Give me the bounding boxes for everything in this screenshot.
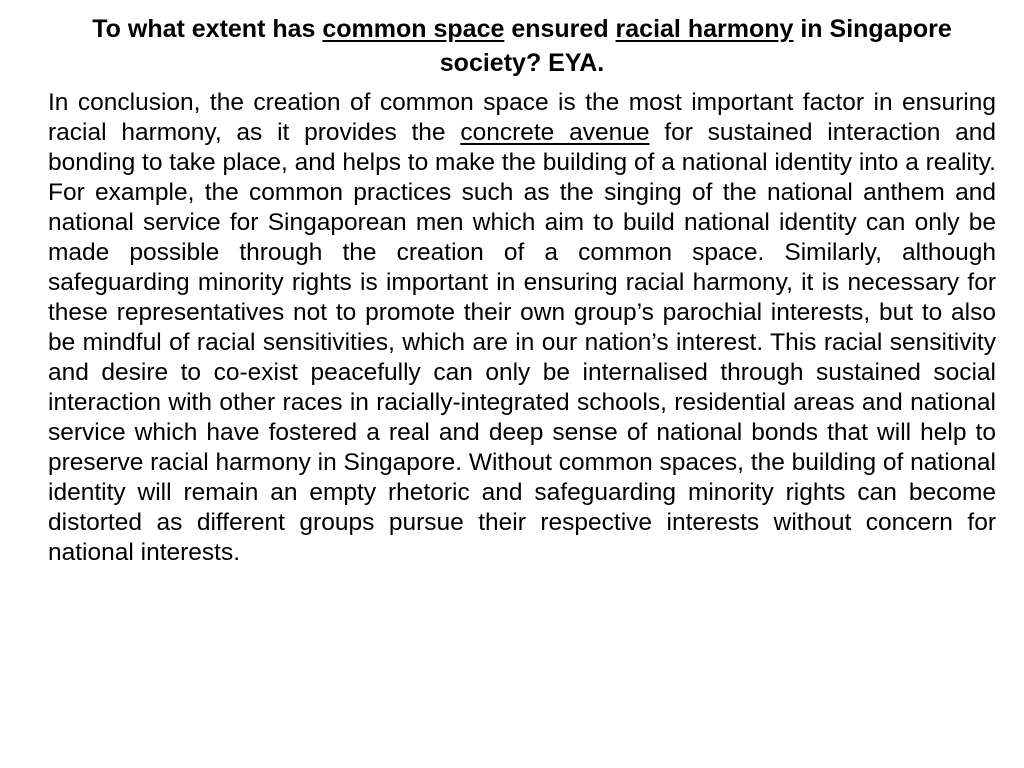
slide bbox=[48, 12, 996, 568]
title-underlined-racial-harmony: racial harmony bbox=[615, 15, 794, 43]
title-text-part-1: To what extent has bbox=[92, 15, 323, 43]
slide-title bbox=[48, 12, 996, 80]
paragraph-text-after: for sustained interaction and bonding to take place, and helps to make the building of a national identity into a reality. For example, the common practices such as the singing of the national anthem and national service for Singaporean men which aim to build national identity can only be made possible through the creation of a common space. Similarly, although safeguarding minority rights is important in ensuring racial harmony, it is necessary for these representatives not to promote their own group’s parochial interests, but to also be mindful of racial sensitivities, which are in our nation’s interest. This racial sensitivity and desire to co-exist peacefully can only be internalised through sustained social interaction with other races in racially-integrated schools, residential areas and national service which have fostered a real and deep sense of national bonds that will help to preserve racial harmony in Singapore. Without common spaces, the building of national identity will remain an empty rhetoric and safeguarding minority rights can become distorted as different groups pursue their respective interests without concern for national interests. bbox=[48, 119, 996, 566]
conclusion-paragraph bbox=[48, 88, 996, 568]
paragraph-text-before: In conclusion, the creation of common space is the most important factor in ensuring racial harmony, as it provides the bbox=[48, 89, 996, 146]
title-text-part-3: in Singapore society? EYA. bbox=[439, 15, 952, 77]
title-underlined-common-space: common space bbox=[322, 15, 505, 43]
paragraph-underlined-concrete-avenue: concrete avenue bbox=[460, 119, 650, 146]
title-text-part-2: ensured bbox=[504, 15, 616, 43]
